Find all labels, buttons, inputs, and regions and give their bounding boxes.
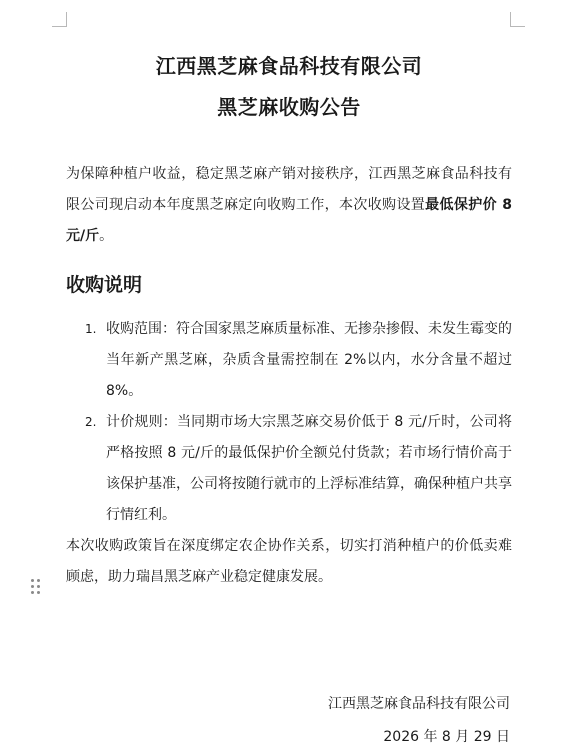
list-item-text: 计价规则：当同期市场大宗黑芝麻交易价低于 8 元/斤时，公司将严格按照 8 元/斤的最低保护价全额兑付货款；若市场行情价高于该保护基准，公司将按随行就市的上浮标准结算，确保种植户共享行情红利。 <box>106 414 512 523</box>
section-heading: 收购说明 <box>66 274 143 296</box>
drag-handle-dot <box>31 579 34 582</box>
intro-text-end: 。 <box>99 228 114 244</box>
page-corner-mark-top-right <box>510 12 525 27</box>
intro-price-highlight: 最低保护价 8 元/斤 <box>66 197 512 244</box>
intro-paragraph[interactable] <box>66 159 512 252</box>
drag-handle-dot <box>37 585 40 588</box>
document-title-notice: 黑芝麻收购公告 <box>217 95 361 119</box>
page-corner-mark-top-left <box>52 12 67 27</box>
intro-text: 为保障种植户收益，稳定黑芝麻产销对接秩序，江西黑芝麻食品科技有限公司现启动本年度黑芝麻定向收购工作，本次收购设置 <box>66 166 512 213</box>
signature-company: 江西黑芝麻食品科技有限公司 <box>328 696 510 712</box>
drag-handle-dot <box>37 591 40 594</box>
closing-paragraph[interactable]: 本次收购政策旨在深度绑定农企协作关系，切实打消种植户的价低卖难顾虑，助力瑞昌黑芝麻产业稳定健康发展。 <box>66 538 512 585</box>
list-item[interactable] <box>66 314 512 407</box>
drag-handle-dot <box>31 585 34 588</box>
signature-date: 2026 年 8 月 29 日 <box>383 729 510 745</box>
drag-handle-icon[interactable] <box>31 579 41 595</box>
list-item-number: 1. <box>85 322 97 336</box>
rules-list <box>66 314 512 531</box>
list-item-text: 收购范围：符合国家黑芝麻质量标准、无掺杂掺假、未发生霉变的当年新产黑芝麻，杂质含量需控制在 2%以内，水分含量不超过 8%。 <box>106 321 512 399</box>
list-item[interactable] <box>66 407 512 531</box>
list-item-number: 2. <box>85 415 97 429</box>
drag-handle-dot <box>37 579 40 582</box>
document-page <box>66 52 512 593</box>
document-title-company: 江西黑芝麻食品科技有限公司 <box>155 54 423 78</box>
drag-handle-dot <box>31 591 34 594</box>
